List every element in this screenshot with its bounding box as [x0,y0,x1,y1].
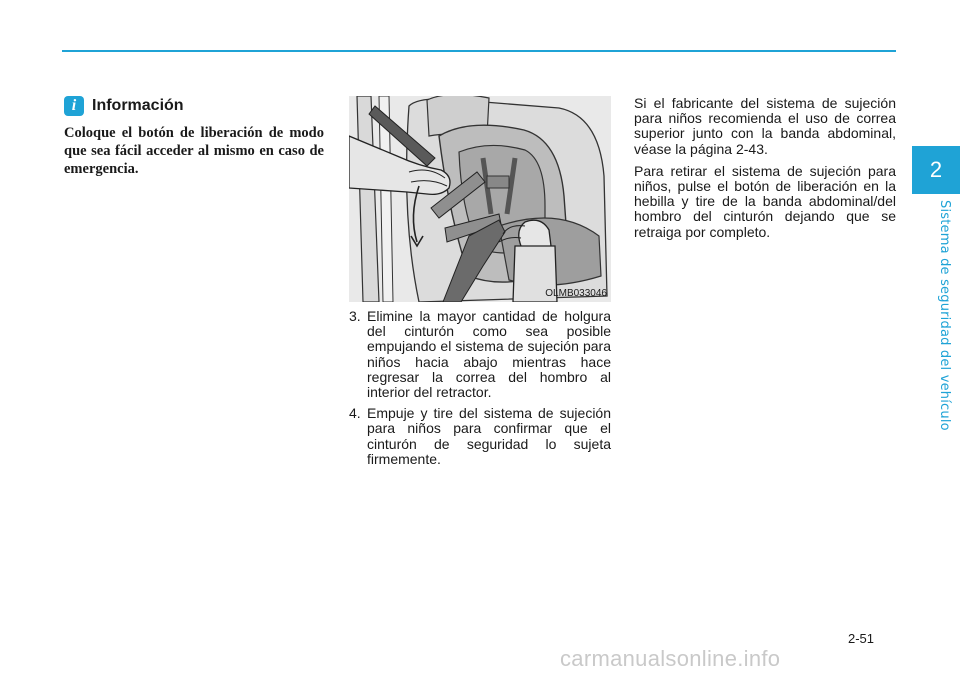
step-text: Elimine la mayor cantidad de holgura del cinturón como sea posible empujando el sistema de sujeción para niños hacia abajo mientras hace regresar la correa del hombro al interior del retractor. [367,308,611,401]
child-seat-illustration [349,96,611,302]
chapter-number-tab [912,146,960,194]
list-item [349,309,611,400]
chapter-title: Sistema de seguridad del vehículo [937,200,952,431]
list-item [349,406,611,467]
child-seat-drawing [349,96,611,302]
info-title: Información [92,97,184,114]
paragraph: Para retirar el sistema de sujeción para niños, pulse el botón de liberación en la hebilla y tire de la banda abdominal/del hombro del cinturón dejando que se retraiga por completo. [634,162,896,240]
figure-code: OLMB033046 [545,288,607,299]
step-number: 4. [349,405,361,422]
step-number: 3. [349,308,361,324]
chapter-number: 2 [929,157,943,182]
right-column [634,96,896,247]
info-icon: i [64,96,84,116]
paragraph: Si el fabricante del sistema de sujeción para niños recomienda el uso de correa superior junto con la banda abdominal, véase la página 2-43. [634,95,896,157]
top-rule [62,50,896,52]
info-body: Coloque el botón de liberación de modo que sea fácil acceder al mismo en caso de emergencia. [64,125,324,177]
step-text: Empuje y tire del sistema de sujeción para niños para confirmar que el cinturón de seguridad lo sujeta firmemente. [367,405,611,467]
info-heading [64,96,184,116]
page-number: 2-51 [848,631,875,646]
watermark: carmanualsonline.info [560,646,781,671]
step-list [349,309,611,473]
